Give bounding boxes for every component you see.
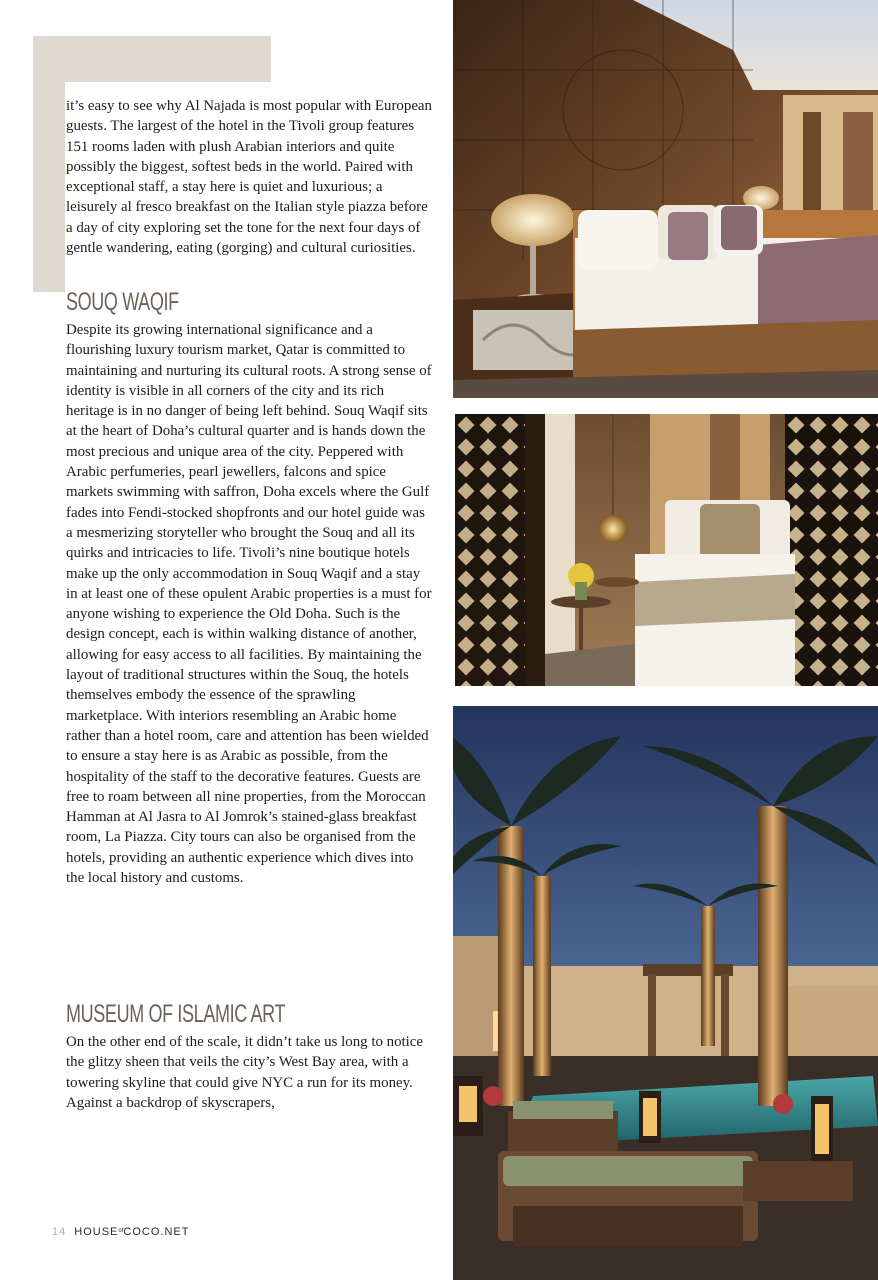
- lattice-bedroom-photo: [455, 414, 878, 686]
- page-footer: [52, 1226, 189, 1238]
- page-number: 14: [52, 1226, 67, 1238]
- footer-site-coco: COCO.NET: [123, 1226, 190, 1238]
- museum-paragraph: On the other end of the scale, it didn’t take us long to notice the glitzy sheen that veils the city’s West Bay area, with a towering skyline that could give NYC a run for its money. Against a backdrop of skyscrapers,: [66, 1034, 424, 1111]
- footer-site-of: of: [118, 1228, 124, 1234]
- intro-paragraph: it’s easy to see why Al Najada is most popular with European guests. The largest of the hotel in the Tivoli group features 151 rooms laden with plush Arabian interiors and quite possibly the biggest, softest beds in the world. Paired with exceptional staff, a stay here is quiet and luxurious; a leisurely al fresco breakfast on the Italian style piazza before a day of city exploring set the tone for the next four days of gentle wandering, eating (gorging) and cultural curiosities.: [66, 98, 432, 257]
- section-heading-museum: MUSEUM OF ISLAMIC ART: [66, 1000, 286, 1028]
- courtyard-palms-photo: [453, 706, 878, 1280]
- souq-waqif-paragraph: Despite its growing international significance and a flourishing luxury tourism market, Qatar is committed to maintaining and nurturing its cultural roots. A strong sense of identity is visible in all corners of the city and its rich heritage is in no danger of being left behind. Souq Waqif sits at the heart of Doha’s cultural quarter and is hands down the most precious and unique area of the city. Peppered with Arabic perfumeries, pearl jewellers, falcons and spice markets swimming with saffron, Doha excels where the Gulf fades into Fendi-stocked shopfronts and our hotel guide was a mesmerizing storyteller who brought the Souq and all its quirks and intricacies to life. Tivoli’s nine boutique hotels make up the only accommodation in Souq Waqif and a stay in at least one of these opulent Arabic properties is a must for anyone wishing to experience the Old Doha. Such is the design concept, each is within walking distance of another, allowing for easy access to all facilities. By maintaining the layout of traditional structures within the Souq, the hotels themselves embody the essence of the sprawling marketplace. With interiors resembling an Arabic home rather than a hotel room, care and attention has been wielded to ensure a stay here is as Arabic as possible, from the hospitality of the staff to the decorative features. Guests are free to roam between all nine properties, from the Moroccan Hamman at Al Jasra to Al Jomrok’s stained-glass breakfast room, La Piazza. City tours can also be organised from the hotels, providing an authentic experience which dives into the local history and customs.: [66, 322, 432, 887]
- hotel-bedroom-photo: [453, 0, 878, 398]
- footer-site-house: HOUSE: [74, 1226, 119, 1238]
- dropcap-letter-t: [33, 36, 65, 292]
- section-heading-souq-waqif: SOUQ WAQIF: [66, 288, 179, 316]
- dropcap-block: [33, 36, 271, 82]
